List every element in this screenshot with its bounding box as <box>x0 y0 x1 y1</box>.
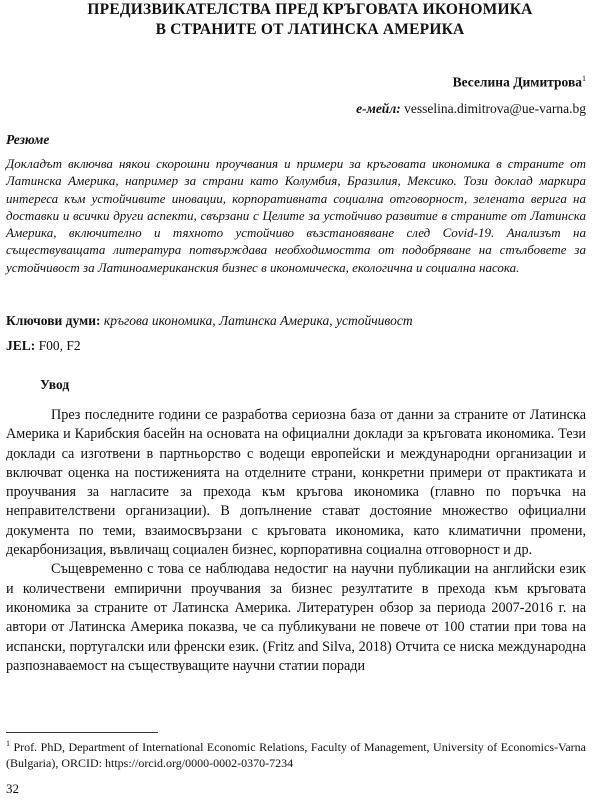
paper-title <box>60 0 560 40</box>
intro-body <box>6 406 586 676</box>
keywords <box>6 313 586 329</box>
title-line-2: В СТРАНИТЕ ОТ ЛАТИНСКА АМЕРИКА <box>155 21 465 38</box>
page-number: 32 <box>6 781 19 796</box>
footnote <box>6 736 586 771</box>
jel-codes <box>6 338 81 354</box>
author-email-line <box>356 96 586 122</box>
author-name <box>356 66 586 96</box>
author-name-text: Веселина Димитрова <box>452 74 582 90</box>
intro-paragraph-1: През последните години се разработва сериозна база от данни за страните от Латинска Америка и Карибския басейн на основата на официални доклади за кръговата икономика. Тези доклади са изготвени в партньорство с водещи европейски и международни организации и включват оценка на постиженията на отделните страни, конкретни примери от практиката и проучвания за нагласите за прехода към кръгова икономика (главно по поръчка на неправителствени организации). В допълнение стават достояние множество официални документа по теми, взаимосвързани с кръговата икономика, като климатични промени, декарбонизация, въвличащ социален бизнес, корпоративна социална отговорност и др. <box>6 407 586 559</box>
email-label: е-мейл: <box>356 100 401 116</box>
jel-label: JEL: <box>6 338 36 353</box>
intro-heading: Увод <box>40 377 70 392</box>
abstract-text: Докладът включва някои скорошни проучвания и примери за кръговата икономика в страните от Латинска Америка, например за страни като Колумбия, Бразилия, Мексико. Този доклад маркира интереса към устойчивите иновации, корпоративната социална отговорност, зелената верига на доставки и всички други аспекти, свързани с Целите за устойчиво развитие в страните от Латинска Америка, включително и тяхното устойчиво възстановяване след Covid-19. Анализът на съществуващата литература потвърждава необходимостта от подобряване на стълбовете за устойчивост за Латиноамериканския бизнес в икономическа, екологична и социална насока. <box>6 156 586 275</box>
author-block <box>356 66 586 122</box>
keywords-text: кръгова икономика, Латинска Америка, устойчивост <box>103 313 413 328</box>
author-footnote-mark: 1 <box>582 74 586 83</box>
jel-values: F00, F2 <box>38 338 81 353</box>
keywords-label: Ключови думи: <box>6 313 101 328</box>
intro-paragraph-2: Същевременно с това се наблюдава недостиг на научни публикации на английски език и количествени емпирични проучвания за бизнес резултатите в прехода към кръговата икономика за страните от Латинска Америка. Литературен обзор за периода 2007-2016 г. на автори от Латинска Америка показва, че са публикувани не повече от 100 статии при това на испански, португалски или френски език. (Fritz and Silva, 2018) Отчита се ниска международна разпознаваемост на съществуващите научни статии поради <box>6 561 586 674</box>
footnote-text: Prof. PhD, Department of International Economic Relations, Faculty of Management, University of Economics-Varna (Bulgaria), ORCID: https://orcid.org/0000-0002-0370-7234 <box>6 740 586 770</box>
title-line-1: ПРЕДИЗВИКАТЕЛСТВА ПРЕД КРЪГОВАТА ИКОНОМИКА <box>87 1 533 18</box>
author-email[interactable]: vesselina.dimitrova@ue-varna.bg <box>404 100 586 116</box>
footnote-divider <box>6 732 158 733</box>
abstract-heading: Резюме <box>6 132 50 147</box>
footnote-mark: 1 <box>6 739 10 748</box>
